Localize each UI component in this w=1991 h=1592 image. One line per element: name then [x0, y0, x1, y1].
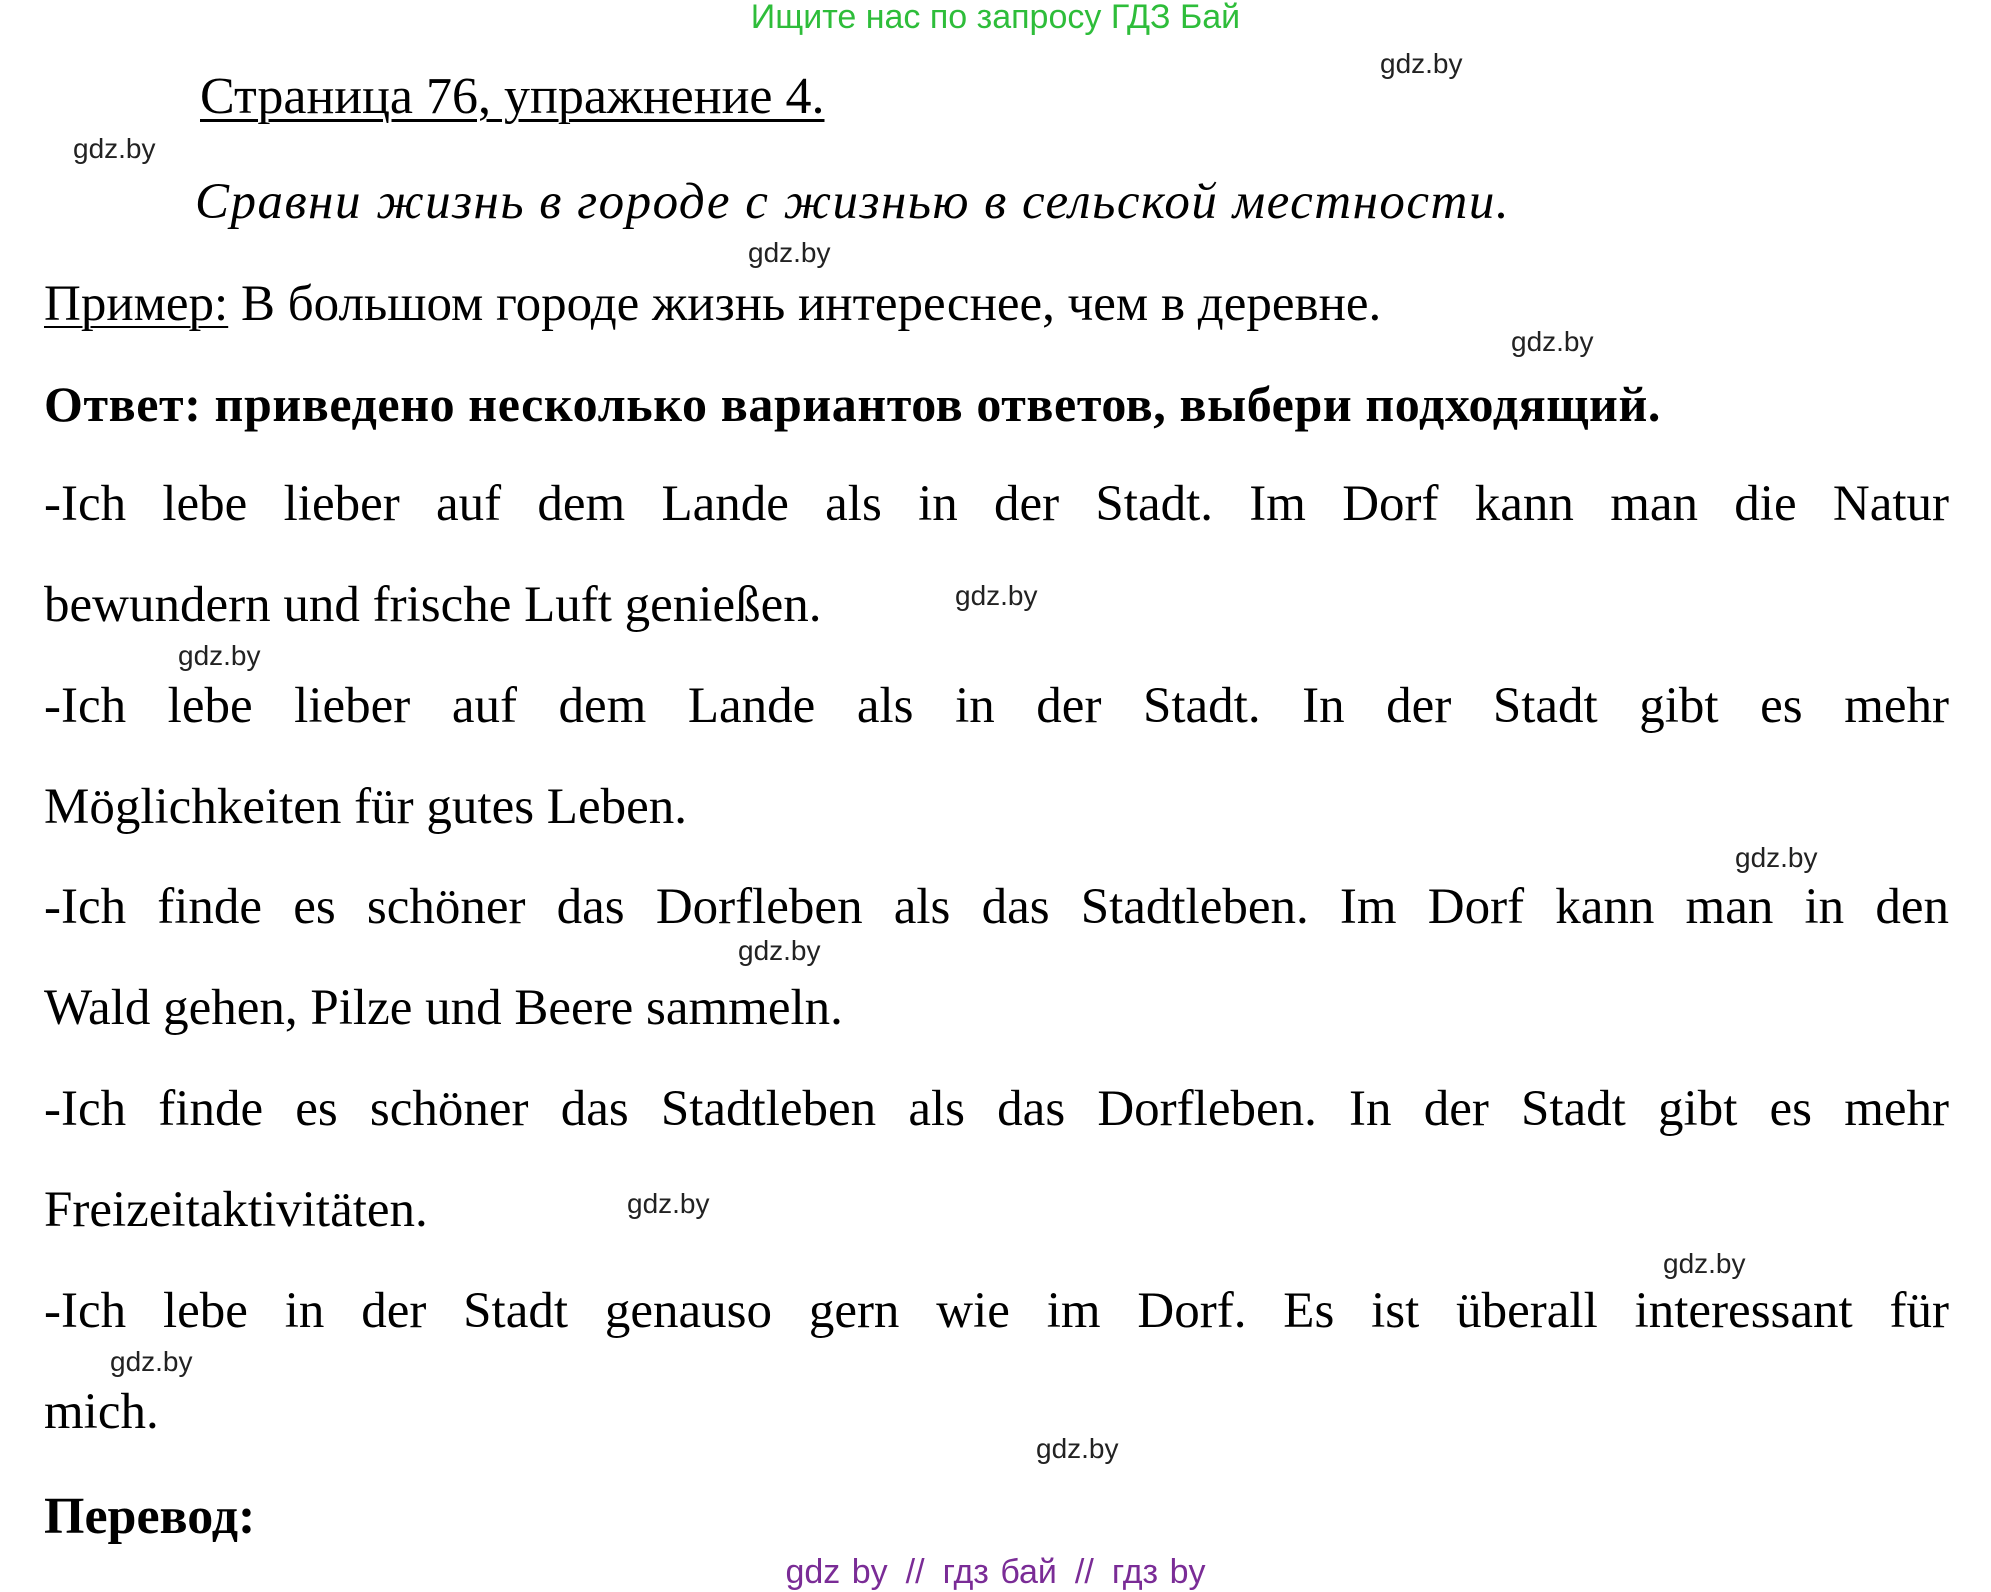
answer-3-line-2: Wald gehen, Pilze und Beere sammeln. [44, 980, 843, 1036]
example-line [44, 275, 1381, 333]
watermark: gdz.by [955, 580, 1038, 611]
watermark: gdz.by [627, 1188, 710, 1219]
answer-1-line-1: -Ich lebe lieber auf dem Lande als in der Stadt. Im Dorf kann man die Natur [44, 476, 1949, 532]
watermark: gdz.by [1036, 1433, 1119, 1464]
watermark: gdz.by [110, 1346, 193, 1377]
watermark: gdz.by [178, 640, 261, 671]
answer-2-line-2: Möglichkeiten für gutes Leben. [44, 779, 687, 835]
example-label: Пример: [44, 276, 229, 332]
footer-separator: // [905, 1553, 925, 1591]
answer-5-line-2: mich. [44, 1384, 159, 1440]
answer-3-line-1: -Ich finde es schöner das Dorfleben als das Stadtleben. Im Dorf kann man in den [44, 879, 1949, 935]
watermark: gdz.by [1380, 48, 1463, 79]
answer-5-line-1: -Ich lebe in der Stadt genauso gern wie im Dorf. Es ist überall interessant für [44, 1283, 1949, 1339]
watermark: gdz.by [748, 237, 831, 268]
watermark: gdz.by [1735, 842, 1818, 873]
page-heading: Страница 76, упражнение 4. [200, 68, 825, 125]
footer-links [0, 1553, 1991, 1592]
translation-heading: Перевод: [44, 1488, 256, 1545]
footer-separator: // [1074, 1553, 1094, 1591]
footer-link-gdz-by-cyr[interactable]: гдз by [1111, 1553, 1206, 1591]
task-text: Сравни жизнь в городе с жизнью в сельской местности. [195, 174, 1511, 230]
footer-link-gdz-bai[interactable]: гдз бай [942, 1553, 1057, 1591]
answer-1-line-2: bewundern und frische Luft genießen. [44, 577, 822, 633]
watermark: gdz.by [738, 935, 821, 966]
watermark: gdz.by [73, 133, 156, 164]
watermark: gdz.by [1663, 1248, 1746, 1279]
example-text: В большом городе жизнь интереснее, чем в деревне. [228, 276, 1382, 332]
answer-4-line-2: Freizeitaktivitäten. [44, 1182, 428, 1238]
watermark: gdz.by [1511, 326, 1594, 357]
search-banner: Ищите нас по запросу ГДЗ Бай [750, 0, 1241, 36]
answer-heading: Ответ: приведено несколько вариантов ответов, выбери подходящий. [44, 376, 1661, 432]
answer-4-line-1: -Ich finde es schöner das Stadtleben als das Dorfleben. In der Stadt gibt es mehr [44, 1081, 1949, 1137]
answer-2-line-1: -Ich lebe lieber auf dem Lande als in der Stadt. In der Stadt gibt es mehr [44, 678, 1949, 734]
footer-link-gdz-by[interactable]: gdz by [785, 1553, 888, 1591]
